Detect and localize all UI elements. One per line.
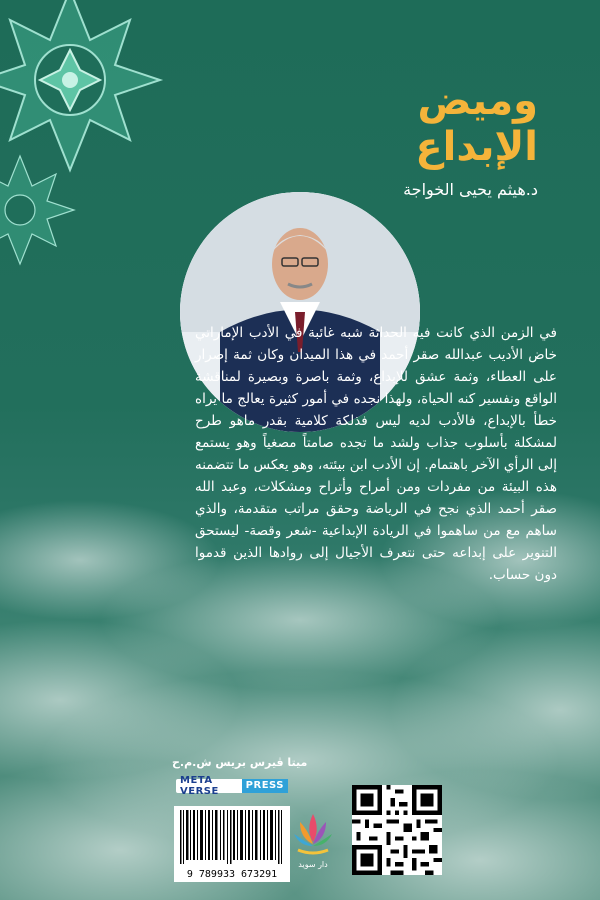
publisher-name-arabic: ميتا ڤيرس بريس ش.م.ح bbox=[172, 756, 308, 769]
geometric-ornament bbox=[0, 0, 200, 270]
book-blurb: في الزمن الذي كانت فيه الحداثة شبه غائبة في الأدب الإماراتي خاض الأديب عبدالله صقر أحمد في هذا الميدان وكان ثمة إصرار على العطاء، وثمة عشق للإبداع، وثمة باصرة وبصيرة لمناقشة الواقع ونفسير كنه الحياة، ولهذا نجده في أمور كثيرة يعالج ما يراه خطأ بالإبداع، فالأدب لديه ليس فذلكة كلامية بقدر ماهو طرح لمشكلة بأسلوب جذاب ولشد ما تجده صامتاً مصغياً وهو يستمع إلى الرأي الآخر باهتمام. إن الأدب ابن بيئته، وهو يعكس ما تتضمنه هذه البيئة من مفردات ومن أمراح وأتراح ومشكلات، وعبد الله صقر أحمد الذي نجح في الرياضة وحقق مراتب متقدمة، والذي ساهم مع من ساهموا في الريادة الإبداعية -شعر وقصة- ليستحق التنوير على إبداعه حتى نتعرف الأجيال إلى روادها الذين قدموا دون حساب. bbox=[195, 325, 557, 583]
qr-code bbox=[352, 785, 442, 875]
book-title-line2: الإبداع bbox=[415, 124, 538, 170]
publisher-lotus-logo bbox=[290, 808, 336, 880]
isbn-barcode bbox=[174, 806, 290, 882]
publisher-logo-english bbox=[176, 775, 288, 797]
book-title-line1: وميض bbox=[417, 78, 538, 124]
publisher-logo-label: دار سويد bbox=[298, 860, 328, 869]
isbn-number: 9 789933 673291 bbox=[186, 869, 278, 880]
publisher-press-text: PRESS bbox=[242, 779, 288, 793]
publisher-meta-text: META VERSE bbox=[180, 775, 219, 797]
author-name: د.هيثم يحيى الخواجة bbox=[403, 180, 538, 199]
